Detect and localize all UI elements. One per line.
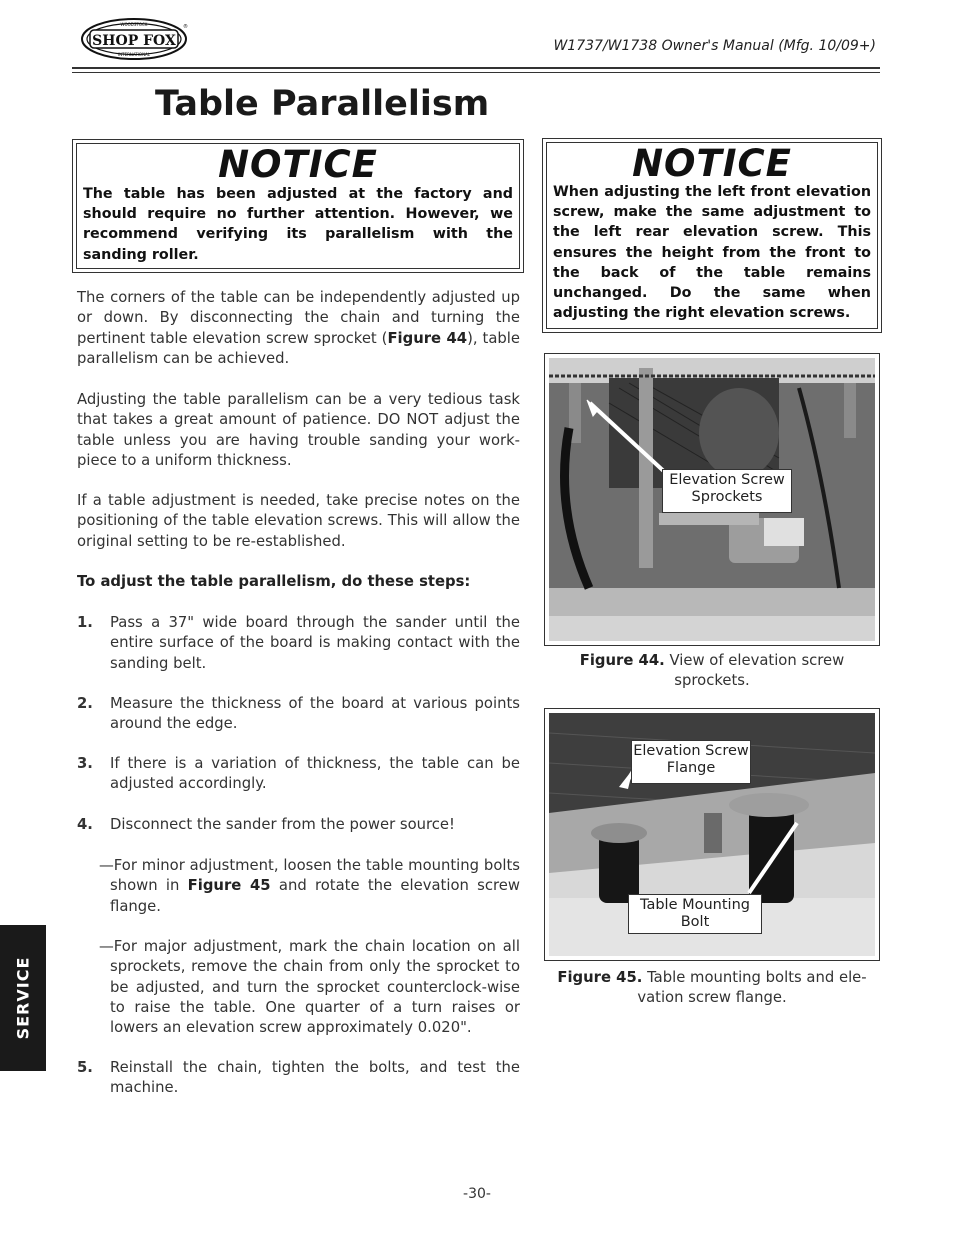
- figure-45-frame: [544, 708, 880, 961]
- document-title: W1737/W1738 Owner's Manual (Mfg. 10/09+): [553, 38, 876, 54]
- notes-paragraph: If a table adjustment is needed, take precise notes on the positioning of the table elevation screws. This will allow the original setting to be re-established.: [77, 492, 520, 550]
- intro-paragraph: The corners of the table can be independently adjusted up or down. By disconnecting the chain and turning the pertinent table elevation screw sprocket (Figure 44), table parallelism can be achieved.: [77, 289, 520, 367]
- notice-text: The table has been adjusted at the factory and should require no further attention. However, we recommend verifying its parallelism with the sanding roller.: [83, 186, 513, 263]
- elevation-screw-flange-callout: Elevation Screw Flange: [631, 740, 751, 784]
- table-mounting-bolt-callout: Table Mounting Bolt: [628, 894, 762, 934]
- minor-adjustment-substep: —For minor adjustment, loosen the table mounting bolts shown in Figure 45 and rotate the elevation screw flange.: [99, 857, 520, 915]
- step-item: 3. If there is a variation of thickness, the table can be adjusted accordingly.: [77, 755, 520, 793]
- notice-title: NOTICE: [218, 143, 378, 186]
- figure-44-caption: Figure 44. View of elevation screw sprockets.: [579, 652, 845, 690]
- figure-44-frame: [544, 353, 880, 646]
- svg-text:®: ®: [183, 24, 188, 30]
- step-item: 1. Pass a 37" wide board through the sander until the entire surface of the board is making contact with the sanding belt.: [77, 614, 520, 672]
- notice-title: NOTICE: [632, 142, 792, 185]
- figure-45-caption: Figure 45. Table mounting bolts and ele-vation screw flange.: [557, 969, 867, 1007]
- elevation-screw-sprockets-callout: Elevation Screw Sprockets: [662, 469, 792, 513]
- header-rule: [72, 67, 880, 69]
- notice-text: When adjusting the left front elevation screw, make the same adjustment to the left rear elevation screw. This ensures the height from the front to the back of the table remains unchanged. Do the same when adjusting the right elevation screws.: [553, 184, 871, 322]
- tedious-task-paragraph: Adjusting the table parallelism can be a very tedious task that takes a great amount of patience. DO NOT adjust the table unless you are having trouble sanding your work-piece to a uniform thickness.: [77, 391, 520, 469]
- steps-heading: To adjust the table parallelism, do these steps:: [77, 573, 471, 590]
- major-adjustment-substep: —For major adjustment, mark the chain location on all sprockets, remove the chain from only the sprocket to be adjusted, and turn the sprocket counterclock-wise to raise the table. One quarter of a turn raises or lowers an elevation screw approximately 0.020".: [99, 938, 520, 1037]
- service-section-tab: SERVICE: [0, 925, 46, 1071]
- notice-box-elevation-screws: [542, 138, 882, 333]
- svg-text:WOODSTOCK: WOODSTOCK: [120, 22, 148, 27]
- page-number: -30-: [463, 1186, 491, 1202]
- svg-text:INTERNATIONAL: INTERNATIONAL: [117, 52, 151, 57]
- step-item: 2. Measure the thickness of the board at various points around the edge.: [77, 695, 520, 733]
- page-title: Table Parallelism: [155, 84, 490, 124]
- header-rule-thin: [72, 72, 880, 73]
- svg-text:SHOP FOX: SHOP FOX: [92, 33, 176, 49]
- figure-45-reference: Figure 45: [187, 877, 271, 895]
- step-item: 4. Disconnect the sander from the power source!: [77, 816, 455, 833]
- notice-box-factory-adjusted: [72, 139, 524, 273]
- step-item: 5. Reinstall the chain, tighten the bolts, and test the machine.: [77, 1059, 520, 1097]
- figure-44-reference: Figure 44: [387, 329, 468, 347]
- shop-fox-logo: [80, 16, 190, 62]
